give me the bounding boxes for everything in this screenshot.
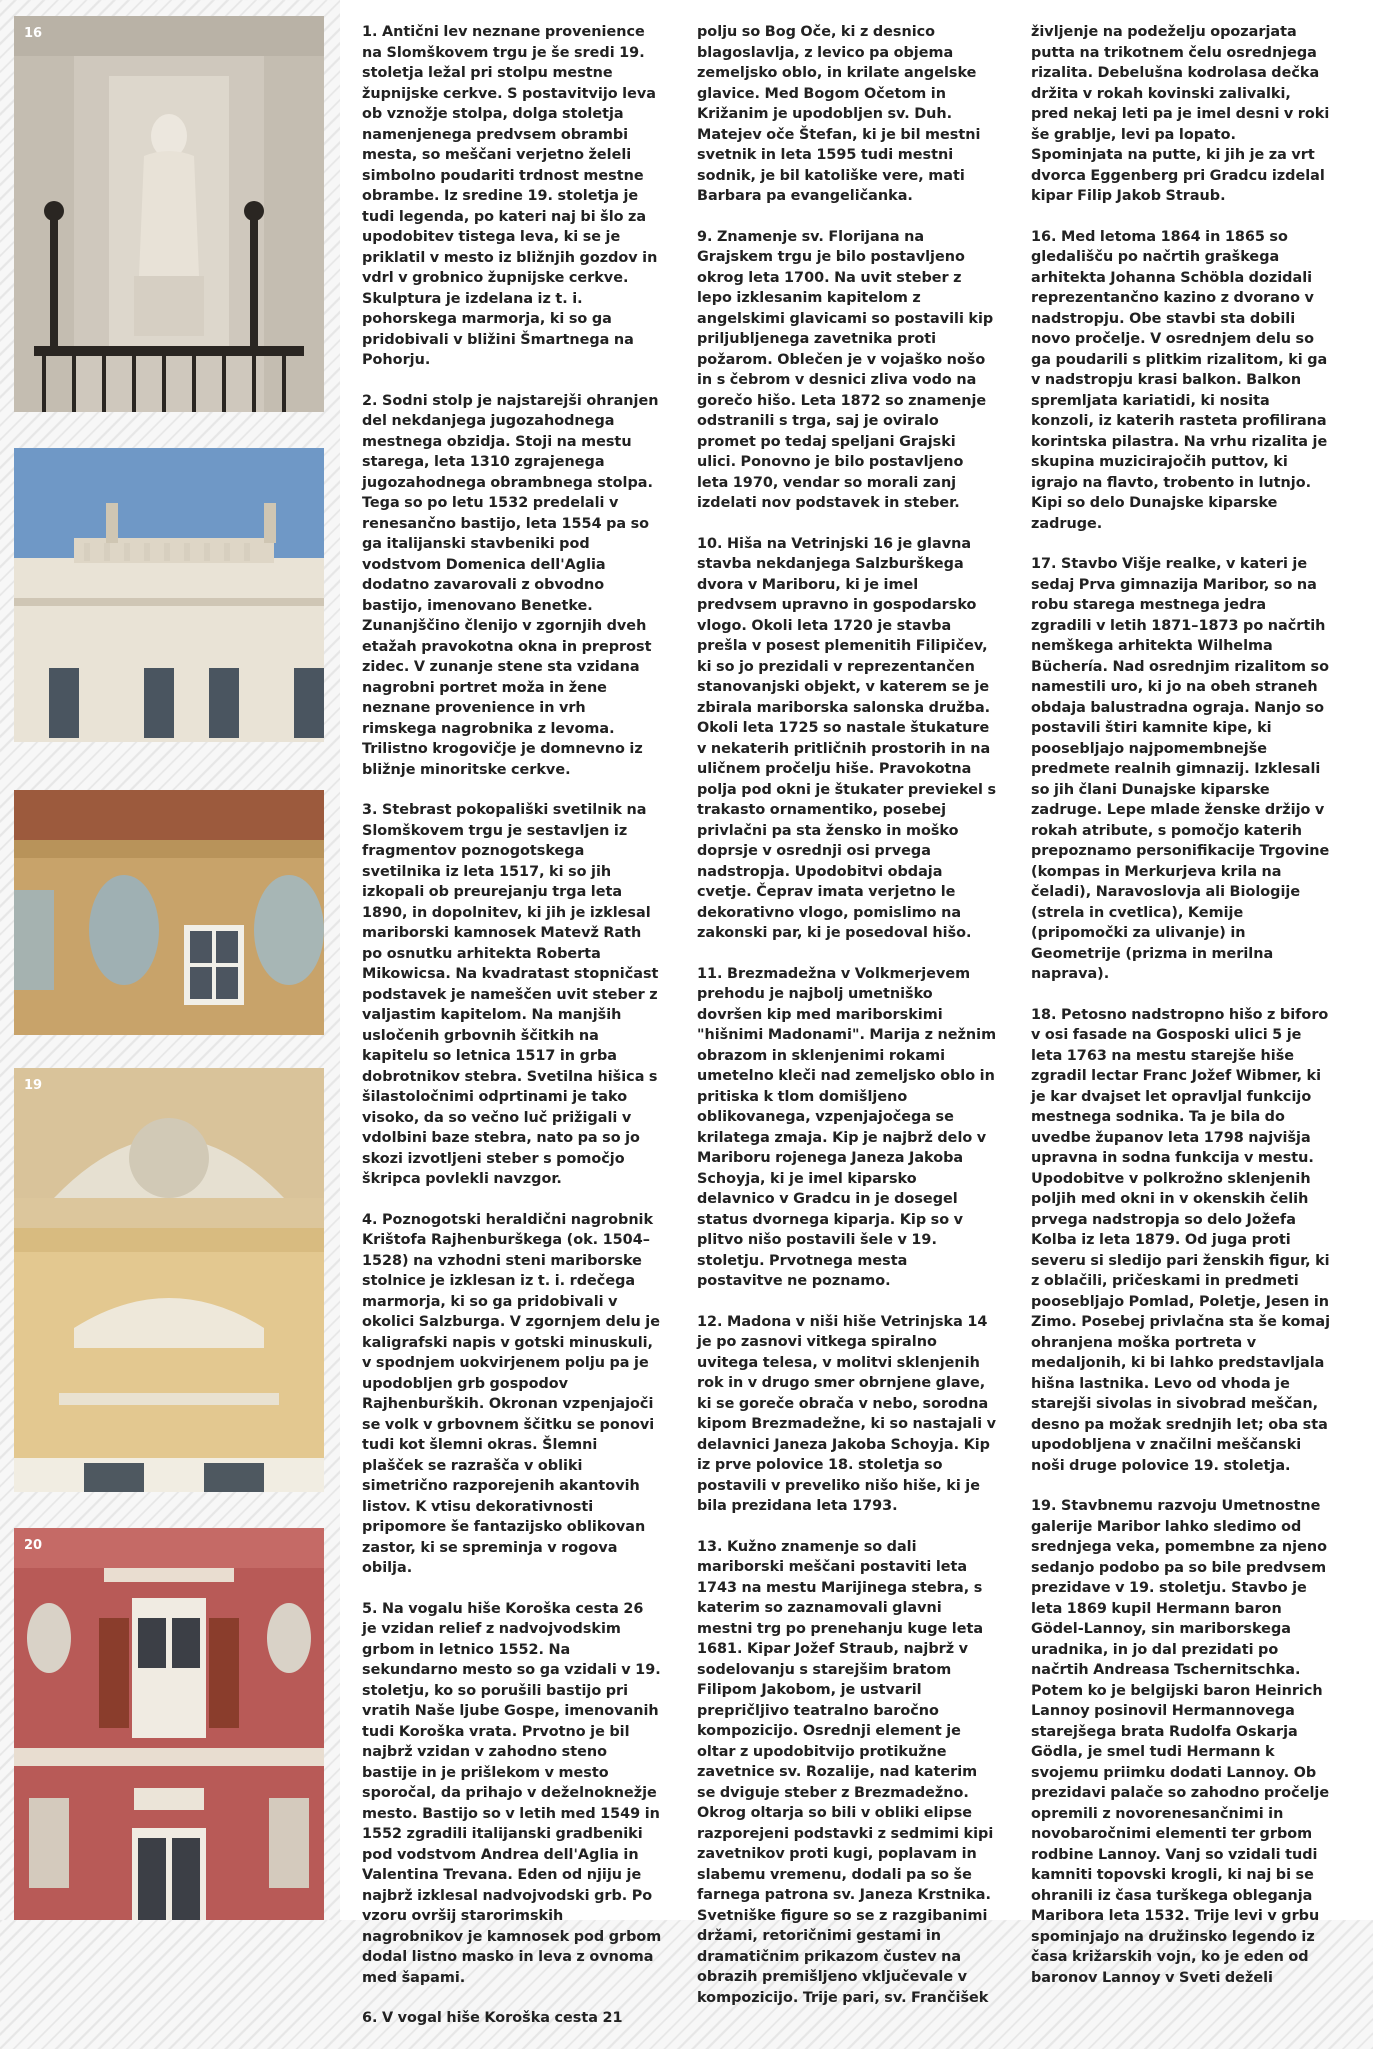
column-1: [362, 22, 662, 2049]
ochre-facade-image: [14, 1228, 324, 1492]
entry-8-continued: polju so Bog Oče, ki z desnico blagoslavlja, z levico pa objema zemeljsko oblo, in krilate angelske glavice. Med Bogom Očetom in Križanim je upodobljen sv. Duh. Matejev oče Štefan, ki je bil mestni svetnik in leta 1595 tudi mestni sodnik, je bil katoliške vere, mati Barbara pa evangeličanka.: [697, 24, 981, 204]
entry-13: 13. Kužno znamenje so dali mariborski meščani postaviti leta 1743 na mestu Marijinega stebra, s katerim so zaznamovali glavni mestni trg po prenehanju kuge leta 1681. Kipar Jožef Straub, najbrž v sodelovanju s starejšim bratom Filipom Jakobom, je ustvaril prepričljivo teatralno baročno kompozicijo. Osrednji element je oltar z upodobitvijo protikužne zavetnice sv. Rozalije, nad katerim se dviguje steber z Brezmadežno. Okrog oltarja so bili v obliki elipse razporejeni podstavki z sedmimi kipi zavetnikov proti kugi, poplavam in slabemu vremenu, dodali pa so še farnega patrona sv. Janeza Krstnika. Svetniške figure so se z razgibanimi držami, retoričnimi gestami in dramatičnim prikazom čustev na obrazih premišljeno vključevale v kompozicijo. Trije pari, sv. Frančišek: [697, 1538, 994, 2006]
entry-3: 3. Stebrast pokopališki svetilnik na Slomškovem trgu je sestavljen iz fragmentov poznogotskega svetilnika iz leta 1517, ki so jih izkopali ob preurejanju trga leta 1890, in dopolnitev, ki jih je izklesal mariborski kamnosek Matevž Rath po osnutku arhitekta Roberta Mikowicsa. Na kvadratast stopničast podstavek je nameščen uvit steber z valjastim kapitelom. Na manjših usločenih grbovnih ščitkih na kapitelu so letnica 1517 in grba dobrotnikov stebra. Svetilna hišica s šilastoločnimi odprtinami je tako visoko, da so večno luč prižigali v vdolbini baze stebra, nato pa so jo skozi izvotljeni steber s pomočjo škripca povlekli navzgor.: [362, 802, 659, 1187]
entry-5: 5. Na vogalu hiše Koroška cesta 26 je vzidan relief z nadvojvodskim grbom in letnico 1552. Na sekundarno mesto so ga vzidali v 19. stoletju, ko so porušili bastijo pri vratih Naše ljube Gospe, imenovanih tudi Koroška vrata. Prvotno je bil najbrž vzidan v zahodno steno bastije in je prišlekom v mesto sporočal, da prihajo v deželnoknežje mesto. Bastijo so v letih med 1549 in 1552 zgradili italijanski gradbeniki pod vodstvom Andrea dell'Aglia in Valentina Trevana. Eden od njiju je najbrž izklesal nadvojvodski grb. Po vzoru ovršij starorimskih nagrobnikov je kamnosek pod grbom dodal listno masko in leva z ovnoma med šapami.: [362, 1600, 662, 1986]
photo-number-19: 19: [24, 1078, 43, 1093]
red-facade-image: [14, 1528, 324, 1920]
entry-9: 9. Znamenje sv. Florijana na Grajskem trgu je bilo postavljeno okrog leta 1700. Na uvit steber z lepo izklesanim kapitelom z angelskimi glavicami so postavili kip priljubljenega zavetnika proti požarom. Oblečen je v vojaško nošo in s čebrom v desnici zliva vodo na gorečo hišo. Leta 1872 so znamenje odstranili s trga, saj je oviralo promet po tedaj speljani Grajski ulici. Ponovno je bilo postavljeno leta 1970, vendar so morali zanj izdelati nov podstavek in steber.: [697, 228, 994, 511]
entry-2: 2. Sodni stolp je najstarejši ohranjen del nekdanjega jugozahodnega mestnega obzidja. Stoji na mestu starega, leta 1310 zgrajenega jugozahodnega obrambnega stolpa. Tega so po letu 1532 predelali v renesančno bastijo, leta 1554 pa so ga italijanski stavbeniki pod vodstvom Domenica dell'Aglia dodatno zavarovali z obvodno bastijo, imenovano Benetke. Zunanjščino členijo v zgornjih dveh etažah pravokotna okna in preprost zidec. V zunanje stene sta vzidana nagrobni portret moža in žene neznane provenience in vrh rimskega nagrobnika z levoma. Trilistno krogovičje je domnevno iz bližnje minoritske cerkve.: [362, 392, 659, 778]
photo-facade-statues: [14, 448, 324, 742]
caryatid-image: [14, 16, 324, 412]
murals-image: [14, 790, 324, 1035]
entry-11: 11. Brezmadežna v Volkmerjevem prehodu je najbolj umetniško dovršen kip med mariborskimi "hišnimi Madonami". Marija z nežnim obrazom in sklenjenimi rokami umetelno kleči nad zemeljsko oblo in pritiska k tlom domišljeno oblikovanega, vzpenjajočega se krilatega zmaja. Kip je najbrž delo v Mariboru rojenega Janeza Jakoba Schoyja, ki je imel kiparsko delavnico v Gradcu in je dosegel status dvornega kiparja. Kip so v plitvo nišo postavili šele v 19. stoletju. Prvotnega mesta postavitve ne poznamo.: [697, 965, 997, 1289]
entry-6: 6. V vogal hiše Koroška cesta 21: [362, 2010, 623, 2026]
entry-10: 10. Hiša na Vetrinjski 16 je glavna stavba nekdanjega Salzburškega dvora v Mariboru, ki je imel predvsem upravno in gospodarsko vlogo. Okoli leta 1720 je stavba prešla v posest plemenitih Filipičev, ki so jo prezidali v reprezentančen stanovanjski objekt, v katerem se je zbirala mariborska salonska družba. Okoli leta 1725 so nastale štukature v nekaterih pritličnih prostorih in na uličnem pročelju hiše. Pravokotna polja pod okni je štukater previekel s trakasto ornamentiko, posebej privlačni pa sta žensko in moško doprsje v osrednji osi prvega nadstropja. Upodobitvi obdaja cvetje. Čeprav imata verjetno le dekorativno vlogo, pomislimo na zakonski par, ki je posedoval hišo.: [697, 535, 997, 941]
photo-murals: [14, 790, 324, 1035]
photo-ochre-facade: [14, 1228, 324, 1492]
entry-12: 12. Madona v niši hiše Vetrinjska 14 je po zasnovi vitkega spiralno uvitega telesa, v molitvi sklenjenih rok in v drugo smer obrnjene glave, ki se goreče obrača v nebo, sorodna kipom Brezmadežne, ki so nastajali v delavnici Janeza Jakoba Schoyja. Kip iz prve polovice 18. stoletja so postavili v preveliko nišo hiše, ki je bila prezidana leta 1793.: [697, 1313, 997, 1514]
facade-statues-image: [14, 448, 324, 742]
entry-1: 1. Antični lev neznane provenience na Slomškovem trgu je še sredi 19. stoletja ležal pri stolpu mestne župnijske cerkve. S postavitvijo leva ob vznožje stolpa, dolga stoletja namenjenega predvsem obrambi mesta, so meščani verjetno želeli simbolno poudariti trdnost mestne obrambe. Iz sredine 19. stoletja je tudi legenda, po kateri naj bi šlo za upodobitev tistega leva, ki se je priklatil v mesto iz bližnjih gozdov in vdrl v grobnico župnijske cerkve. Skulptura je izdelana iz t. i. pohorskega marmorja, ki so ga pridobivali v bližini Šmartnega na Pohorju.: [362, 24, 658, 368]
entry-17: 17. Stavbo Višje realke, v kateri je sedaj Prva gimnazija Maribor, so na robu starega mestnega jedra zgradili v letih 1871–1873 po načrtih nemškega arhitekta Wilhelma Büchería. Nad osrednjim rizalitom so namestili uro, ki jo na obeh straneh obdaja balustradna ograja. Nanjo so postavili štiri kamnite kipe, ki poosebljajo najpomembnejše predmete realnih gimnazij. Izklesali so jih člani Dunajske kiparske zadruge. Lepe mlade ženske držijo v rokah atribute, s pomočjo katerih prepoznamo personifikacije Trgovine (kompas in Merkurjeva krila na čeladi), Naravoslovja ali Biologije (strela in cvetlica), Kemije (pripomočki za ulivanje) in Geometrije (prizma in merilna naprava).: [1031, 556, 1330, 982]
text-page: [340, 0, 1373, 2026]
column-3: [1031, 22, 1331, 2008]
entry-4: 4. Poznogotski heraldični nagrobnik Krištofa Rajhenburškega (ok. 1504–1528) na vzhodni steni mariborske stolnice je izklesan iz t. i. rdečega marmorja, ki so ga pridobivali v okolici Salzburga. V zgornjem delu je kaligrafski napis v gotski minuskuli, v spodnjem uokvirjenem polju pa je upodobljen grb gospodov Rajhenburških. Okronan vzpenjajoči se volk v grbovnem ščitku se ponovi tudi kot šlemni okras. Šlemni plašček se razrašča v obliki simetrično razporejenih akantovih listov. K vtisu dekorativnosti pripomore še fantazijsko oblikovan zastor, ki se spreminja v rogova obilja.: [362, 1211, 661, 1576]
photo-caryatid: [14, 16, 324, 412]
entry-19: 19. Stavbnemu razvoju Umetnostne galerije Maribor lahko sledimo od srednjega veka, pomembne za njeno sedanjo podobo pa so bile predvsem prezidave v 19. stoletju. Stavbo je leta 1869 kupil Hermann baron Gödel-Lannoy, sin mariborskega uradnika, in jo dal prezidati po načrtih Andreasa Tschernitschka. Potem ko je belgijski baron Heinrich Lannoy posinovil Hermannovega starejšega brata Rudolfa Oskarja Gödla, je smel tudi Hermann k svojemu priimku dodati Lannoy. Ob prezidavi palače so zahodno pročelje opremili z novorenesančnimi in novobaročnimi elementi ter grbom rodbine Lannoy. Vanj so vzidali tudi kamniti topovski krogli, ki naj bi se ohranili iz časa turškega obleganja Maribora leta 1532. Trije levi v grbu spominjajo na družinsko legendo iz časa križarskih vojn, ko je eden od baronov Lannoy v Sveti deželi: [1031, 1498, 1330, 1986]
column-2: [697, 22, 997, 2028]
photo-number-16: 16: [24, 26, 43, 41]
entry-18: 18. Petosno nadstropno hišo z biforo v osi fasade na Gosposki ulici 5 je leta 1763 na mestu starejše hiše zgradil lectar Franc Jožef Wibmer, ki je kar dvajset let opravljal funkcijo mestnega sodnika. Ta je bila do uvedbe županov leta 1798 najvišja upravna in sodna funkcija v mestu. Upodobitve v polkrožno sklenjenih poljih med okni in v okenskih čelih prvega nadstropja so delo Jožefa Kolba iz leta 1879. Od juga proti severu si sledijo pari ženskih figur, ki z oblačili, pričeskami in predmeti poosebljajo Pomlad, Poletje, Jesen in Zimo. Posebej privlačna sta še komaj ohranjena moška portreta v medaljonih, ki bi lahko predstavljala hišna lastnika. Levo od vhoda je starejši sivolas in sivobrad meščan, desno pa možak srednjih let; oba sta upodobljena v značilni meščanski noši druge polovice 19. stoletja.: [1031, 1006, 1331, 1474]
entry-16: 16. Med letoma 1864 in 1865 so gledališču po načrtih graškega arhitekta Johanna Schöbla dozidali reprezentančno kazino z dvorano v nadstropju. Obe stavbi sta dobili novo pročelje. V osrednjem delu so ga poudarili s plitkim rizalitom, ki ga v nadstropju krasi balkon. Balkon spremljata kariatidi, ki nosita konzoli, iz katerih rasteta profilirana korintska pilastra. Na vrhu rizalita je skupina muzicirajočih puttov, ki igrajo na flavto, trobento in lutnjo. Kipi so delo Dunajske kiparske zadruge.: [1031, 228, 1328, 532]
photo-number-20: 20: [24, 1538, 43, 1553]
photo-red-facade: [14, 1528, 324, 1920]
entry-15-continued: življenje na podeželju opozarjata putta na trikotnem čelu osrednjega rizalita. Debelušna kodrolasa dečka držita v rokah kovinski zalivalki, pred nekaj leti pa je imel desni v roki še grablje, levi pa lopato. Spominjata na putte, ki jih je za vrt dvorca Eggenberg pri Gradcu izdelal kipar Filip Jakob Straub.: [1031, 24, 1330, 204]
